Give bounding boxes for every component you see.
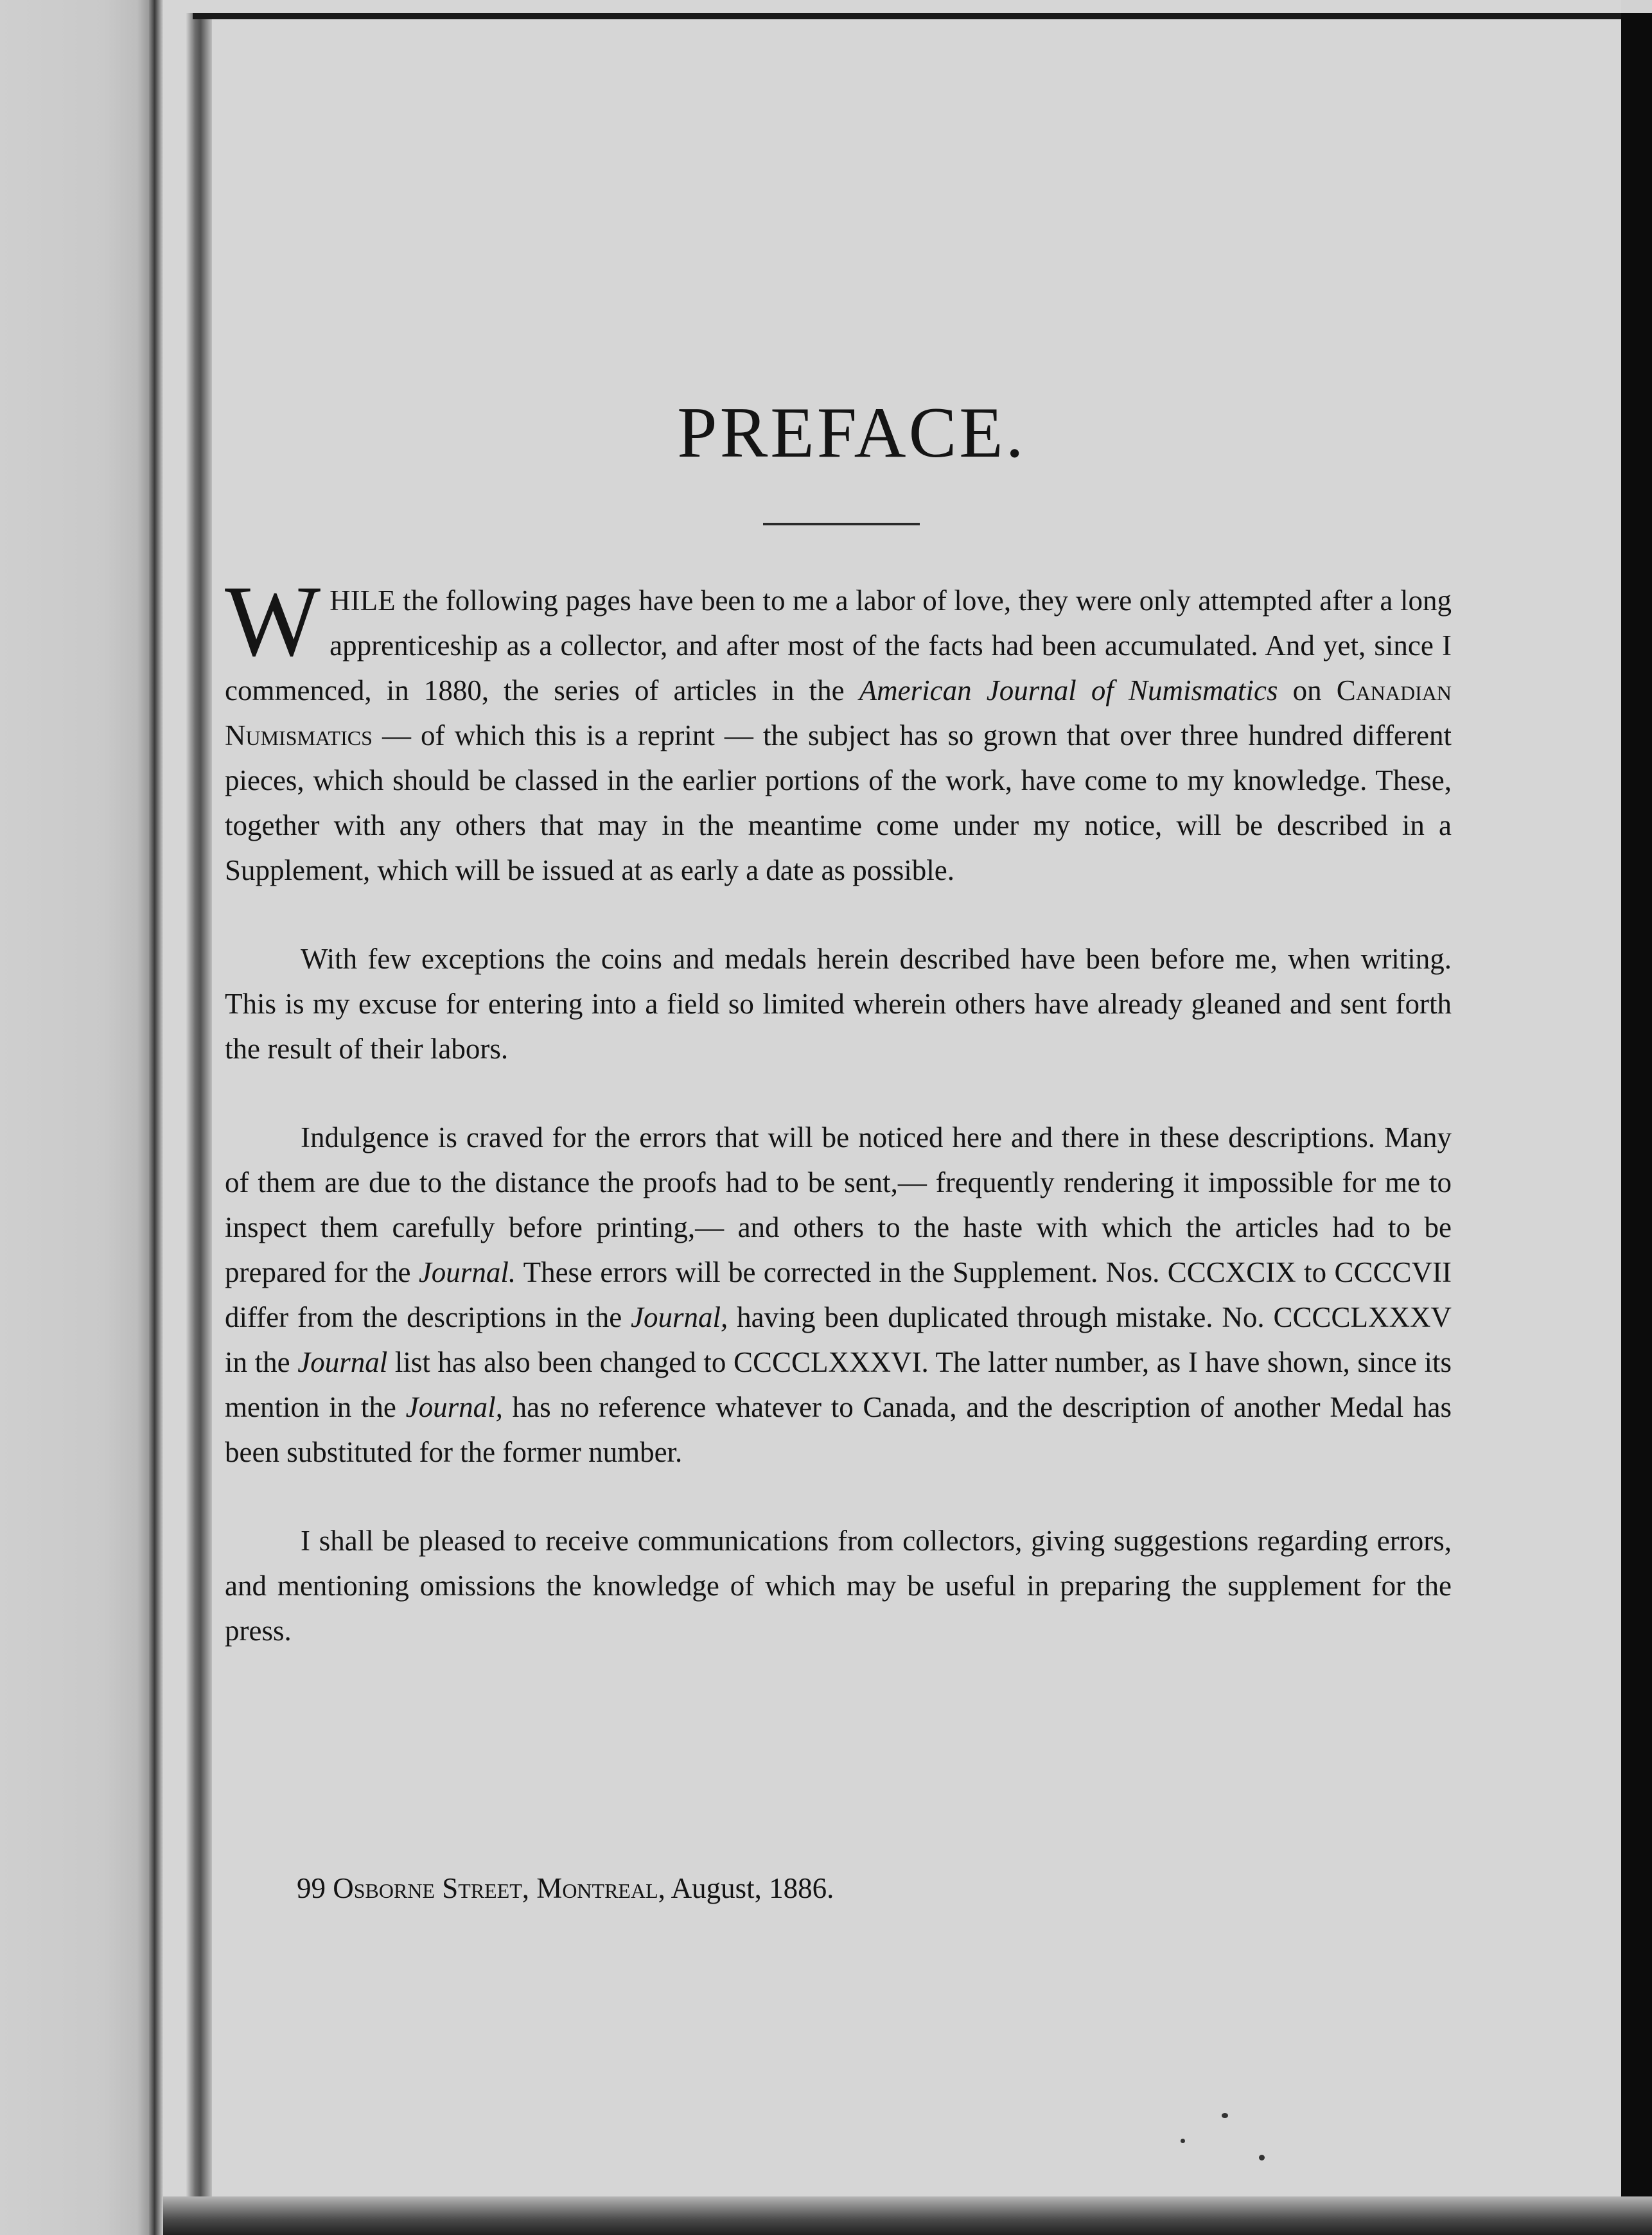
journal-ref: Journal, [631, 1301, 728, 1333]
page-title: PREFACE. [677, 393, 1026, 473]
text-run: having been duplicated through mistake. No. CCCCLXXXV in the [225, 1301, 1452, 1378]
title-rule [763, 523, 920, 525]
journal-ref: Journal, [405, 1391, 503, 1423]
paragraph-3 [225, 1115, 1452, 1475]
paragraph-2: With few exceptions the coins and medals herein described have been before me, when writing. This is my excuse for entering into a field so limited wherein others have already gleaned and sent forth the result of their labors. [225, 943, 1452, 1065]
text-run: on [1278, 674, 1337, 706]
text-run: These errors will be corrected in the Supplement. Nos. CCCXCIX to CCCCVII differ from the descriptions in the [225, 1256, 1452, 1333]
lead-word: HILE [330, 584, 396, 617]
text-run: list has also been changed to CCCCLXXXVI. The latter number, as I have shown, since its mention in the [225, 1346, 1452, 1423]
drop-cap: W [225, 565, 321, 678]
signoff [297, 1866, 834, 1911]
journal-title: American Journal of Numismatics [859, 674, 1278, 706]
journal-ref: Journal. [418, 1256, 516, 1288]
text-run: has no reference whatever to Canada, and the description of another Medal has been substituted for the former number. [225, 1391, 1452, 1468]
topic-title: Canadian Numismatics [225, 674, 1452, 751]
top-border [193, 13, 1631, 19]
facing-page-edge [0, 0, 149, 2235]
right-border [1621, 13, 1652, 2235]
bottom-edge [163, 2196, 1652, 2235]
paragraph-1 [225, 565, 1452, 893]
ink-speck [1222, 2113, 1228, 2118]
ink-speck [1181, 2139, 1185, 2143]
text-run: — of which this is a reprint — the subject has so grown that over three hundred different pieces, which should be classed in the earlier portions of the work, have come to my knowledge. These, together with any others that may in the meantime come under my notice, will be described in a Supplement, which will be issued at as early a date as possible. [225, 719, 1452, 886]
ink-speck [1259, 2155, 1265, 2160]
address: 99 Osborne Street, Montreal, [297, 1872, 665, 1904]
text-run: the following pages have been to me a labor of love, they were only attempted after a long apprenticeship as a collector, and after most of the facts had been accumulated. And yet, since I commenced, in 1880, the series of articles in the [225, 584, 1452, 706]
text-run: Indulgence is craved for the errors that will be noticed here and there in these descriptions. Many of them are due to the distance the proofs had to be sent,— frequently rendering it impossible for me to inspect them carefully before printing,— and others to the haste with which the articles had to be prepared for the [225, 1121, 1452, 1288]
binding-gutter [186, 13, 212, 2222]
journal-ref: Journal [297, 1346, 388, 1378]
paragraph-4: I shall be pleased to receive communications from collectors, giving suggestions regarding errors, and mentioning omissions the knowledge of which may be useful in preparing the supplement for the press. [225, 1525, 1452, 1647]
preface-body [225, 565, 1452, 1653]
date: August, 1886. [665, 1872, 834, 1904]
page-fold-shadow [149, 0, 163, 2235]
